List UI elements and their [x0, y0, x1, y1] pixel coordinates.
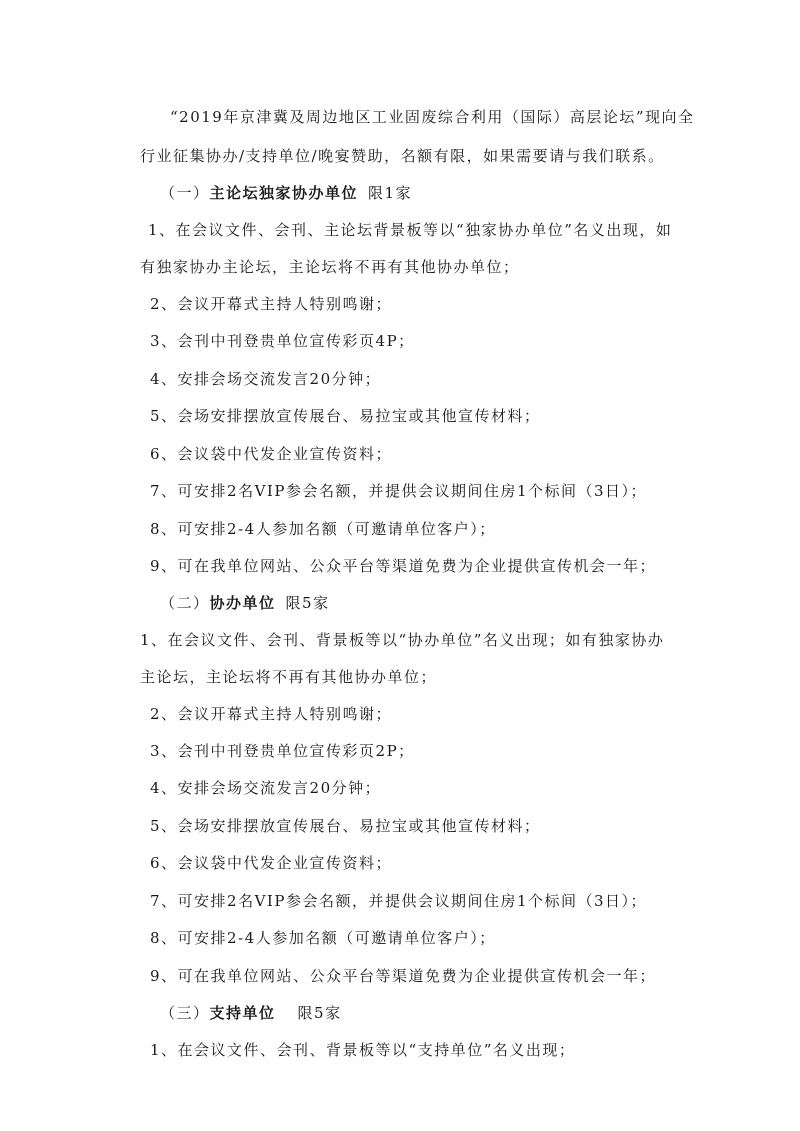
section-2-item: 1、在会议文件、会刊、背景板等以“协办单位”名义出现；如有独家协办	[140, 631, 665, 649]
section-2-item: 5、会场安排摆放宣传展台、易拉宝或其他宣传材料；	[150, 817, 541, 835]
intro-line-1: “2019年京津冀及周边地区工业固废综合利用（国际）高层论坛”现向全	[170, 108, 695, 126]
section-2-item: 9、可在我单位网站、公众平台等渠道免费为企业提供宣传机会一年；	[150, 967, 657, 985]
section-1-item: 5、会场安排摆放宣传展台、易拉宝或其他宣传材料；	[150, 407, 541, 425]
section-2-item: 主论坛，主论坛将不再有其他协办单位；	[140, 668, 438, 686]
intro-line-2: 行业征集协办/支持单位/晚宴赞助，名额有限，如果需要请与我们联系。	[140, 147, 665, 165]
section-2-heading	[160, 593, 330, 613]
section-1-item: 7、可安排2名VIP参会名额，并提供会议期间住房1个标间（3日）；	[150, 482, 648, 500]
section-1-limit: 限1家	[368, 184, 413, 202]
section-2-item: 4、安排会场交流发言20分钟；	[150, 779, 382, 797]
section-1-title: 主论坛独家协办单位	[209, 184, 359, 202]
section-1-item: 2、会议开幕式主持人特别鸣谢；	[150, 295, 393, 313]
section-2-item: 7、可安排2名VIP参会名额，并提供会议期间住房1个标间（3日）；	[150, 892, 648, 910]
section-1-item: 1、在会议文件、会刊、主论坛背景板等以“独家协办单位”名义出现，如	[148, 221, 673, 239]
section-3-heading	[160, 1003, 342, 1023]
section-1-item: 3、会刊中刊登贵单位宣传彩页4P；	[150, 332, 415, 350]
section-3-item: 1、在会议文件、会刊、背景板等以“支持单位”名义出现；	[150, 1041, 576, 1059]
section-2-item: 8、可安排2-4人参加名额（可邀请单位客户）；	[150, 929, 496, 947]
section-1-prefix: （一）	[160, 184, 210, 202]
section-1-item: 有独家协办主论坛，主论坛将不再有其他协办单位；	[140, 258, 520, 276]
section-1-item: 9、可在我单位网站、公众平台等渠道免费为企业提供宣传机会一年；	[150, 557, 657, 575]
section-1-item: 4、安排会场交流发言20分钟；	[150, 370, 382, 388]
section-2-item: 3、会刊中刊登贵单位宣传彩页2P；	[150, 742, 415, 760]
section-1-item: 8、可安排2-4人参加名额（可邀请单位客户）；	[150, 520, 496, 538]
section-2-item: 6、会议袋中代发企业宣传资料；	[150, 854, 393, 872]
section-3-prefix: （三）	[160, 1004, 210, 1022]
section-3-title: 支持单位	[209, 1004, 276, 1022]
section-2-prefix: （二）	[160, 594, 210, 612]
section-2-limit: 限5家	[285, 594, 330, 612]
section-1-heading	[160, 183, 412, 203]
section-2-item: 2、会议开幕式主持人特别鸣谢；	[150, 705, 393, 723]
section-1-item: 6、会议袋中代发企业宣传资料；	[150, 445, 393, 463]
section-2-title: 协办单位	[209, 594, 276, 612]
section-3-limit: 限5家	[297, 1004, 342, 1022]
